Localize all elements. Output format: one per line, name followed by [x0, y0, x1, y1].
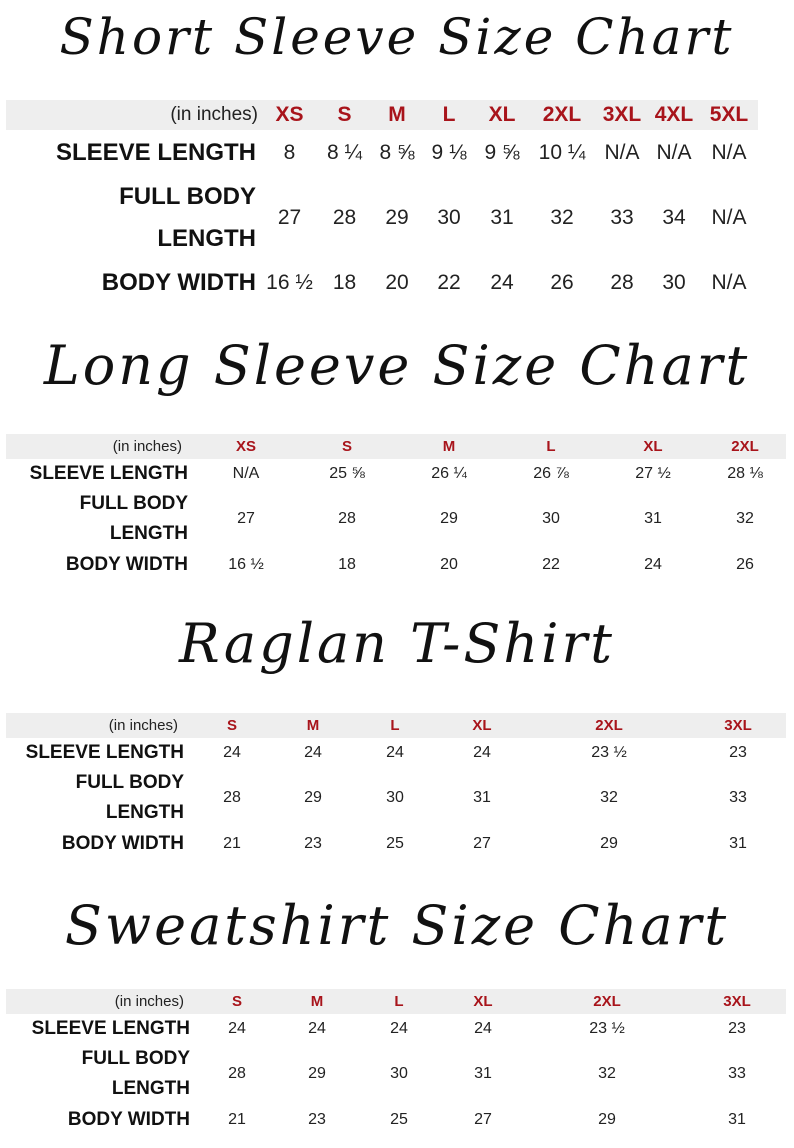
value-cell: 23 [728, 1019, 746, 1037]
value-cell: 31 [729, 834, 747, 852]
full-body-length-row [6, 488, 786, 550]
value-cell: 16 ½ [266, 271, 313, 294]
row-label [6, 176, 262, 260]
size-header: L [422, 100, 476, 130]
value-cell: 24 [304, 743, 322, 761]
value-cell: 20 [385, 271, 409, 294]
row-label [6, 488, 196, 550]
value-cell: 21 [223, 834, 241, 852]
value-cell: 30 [662, 271, 686, 294]
value-cell: 28 [332, 206, 357, 229]
full-body-length-row [6, 1043, 786, 1105]
value-cell: 27 [474, 1110, 492, 1128]
size-header: 3XL [688, 989, 786, 1014]
value-cell: 28 [228, 1065, 246, 1082]
value-cell: 24 [474, 1019, 492, 1037]
row-label-line: LENGTH [105, 802, 184, 823]
value-cell: 8 ¼ [326, 141, 363, 164]
value-cell: 24 [386, 743, 404, 761]
value-cell: 18 [338, 555, 356, 573]
value-cell: 24 [644, 555, 662, 573]
sleeve-length-row [6, 130, 758, 176]
value-cell: N/A [232, 464, 260, 482]
row-label-line: LENGTH [109, 523, 188, 544]
row-label: BODY WIDTH [101, 269, 256, 296]
sweatshirt-title: Sweatshirt Size Chart [64, 894, 730, 957]
value-cell: 33 [728, 1065, 746, 1082]
value-cell: 28 ⅛ [727, 464, 763, 482]
sleeve-length-row [6, 459, 786, 488]
size-header: XL [440, 989, 526, 1014]
value-cell: N/A [711, 271, 747, 294]
size-header: M [276, 989, 358, 1014]
size-header: M [398, 434, 500, 459]
value-cell: 23 ½ [591, 743, 627, 761]
row-label: SLEEVE LENGTH [31, 1017, 190, 1039]
value-cell: 29 [440, 510, 458, 527]
size-header: M [272, 713, 354, 738]
size-header: S [296, 434, 398, 459]
value-cell: 28 [223, 789, 241, 806]
value-cell: 24 [390, 1019, 408, 1037]
value-cell: 24 [223, 743, 241, 761]
value-cell: 31 [728, 1110, 746, 1128]
size-header: 2XL [526, 989, 688, 1014]
body-width-row [6, 1105, 786, 1134]
value-cell: 29 [385, 206, 409, 229]
row-label-line: LENGTH [111, 1078, 190, 1099]
value-cell: 9 ⅝ [484, 141, 520, 164]
value-cell: 31 [490, 206, 514, 229]
value-cell: 18 [332, 271, 357, 294]
value-cell: 24 [473, 743, 491, 761]
size-header-row [6, 434, 786, 459]
value-cell: 32 [600, 789, 618, 806]
value-cell: 32 [736, 510, 754, 527]
row-label: SLEEVE LENGTH [55, 139, 256, 166]
value-cell: 29 [308, 1065, 326, 1082]
value-cell: 29 [304, 789, 322, 806]
sweatshirt-size-table [6, 989, 786, 1134]
row-label [6, 767, 192, 829]
size-header: XS [196, 434, 296, 459]
units-label: (in inches) [6, 989, 198, 1014]
value-cell: 31 [473, 789, 491, 806]
value-cell: 33 [729, 789, 747, 806]
value-cell: 21 [228, 1110, 246, 1128]
value-cell: 27 [277, 206, 302, 229]
row-label-line: FULL BODY [81, 1048, 190, 1069]
value-cell: N/A [656, 141, 692, 164]
body-width-row [6, 829, 786, 858]
raglan-tshirt-size-table [6, 713, 786, 858]
row-label: BODY WIDTH [67, 1108, 190, 1130]
value-cell: 22 [542, 555, 560, 573]
value-cell: 27 ½ [635, 464, 671, 482]
value-cell: 26 [736, 555, 754, 573]
size-header: 4XL [648, 100, 700, 130]
value-cell: 23 ½ [589, 1019, 625, 1037]
size-header: 2XL [528, 100, 596, 130]
value-cell: N/A [604, 141, 640, 164]
size-header: XL [476, 100, 528, 130]
value-cell: 24 [490, 271, 514, 294]
units-label: (in inches) [6, 100, 262, 130]
value-cell: 10 ¼ [538, 141, 586, 164]
row-label [6, 1043, 198, 1105]
long-sleeve-size-table [6, 434, 786, 579]
value-cell: 9 ⅛ [431, 141, 467, 164]
size-header-row [6, 100, 758, 130]
value-cell: 8 ⅝ [379, 141, 415, 164]
row-label-line: FULL BODY [119, 183, 256, 210]
value-cell: 24 [308, 1019, 326, 1037]
size-header: L [354, 713, 436, 738]
value-cell: 8 [283, 141, 296, 164]
size-header: L [500, 434, 602, 459]
size-header: M [372, 100, 422, 130]
sleeve-length-row [6, 1014, 786, 1043]
value-cell: 27 [237, 510, 255, 527]
size-header: L [358, 989, 440, 1014]
size-header: S [192, 713, 272, 738]
value-cell: 22 [437, 271, 461, 294]
body-width-row [6, 550, 786, 579]
value-cell: 34 [662, 206, 686, 229]
size-header: XL [436, 713, 528, 738]
sleeve-length-row [6, 738, 786, 767]
full-body-length-row [6, 767, 786, 829]
value-cell: 23 [304, 834, 322, 852]
value-cell: 26 [550, 271, 574, 294]
value-cell: 27 [473, 834, 491, 852]
size-header: 2XL [704, 434, 786, 459]
short-sleeve-title: Short Sleeve Size Chart [59, 8, 735, 66]
value-cell: 32 [598, 1065, 616, 1082]
short-sleeve-size-table [6, 100, 758, 306]
value-cell: 33 [610, 206, 634, 229]
row-label-line: FULL BODY [75, 772, 184, 793]
value-cell: 30 [386, 789, 404, 806]
value-cell: 24 [228, 1019, 246, 1037]
body-width-row [6, 260, 758, 306]
long-sleeve-title: Long Sleeve Size Chart [43, 334, 751, 397]
size-header: 5XL [700, 100, 758, 130]
size-header: S [198, 989, 276, 1014]
row-label: BODY WIDTH [61, 832, 184, 854]
size-header: 3XL [596, 100, 648, 130]
row-label: SLEEVE LENGTH [29, 462, 188, 484]
value-cell: 31 [644, 510, 662, 527]
size-header-row [6, 989, 786, 1014]
value-cell: 23 [308, 1110, 326, 1128]
size-header: 3XL [690, 713, 786, 738]
raglan-tshirt-title: Raglan T-Shirt [179, 612, 615, 675]
full-body-length-row [6, 176, 758, 260]
units-label: (in inches) [6, 713, 192, 738]
row-label: BODY WIDTH [65, 553, 188, 575]
value-cell: 30 [542, 510, 560, 527]
value-cell: 30 [437, 206, 461, 229]
value-cell: 31 [474, 1065, 492, 1082]
value-cell: 25 [386, 834, 404, 852]
value-cell: 26 ¼ [431, 464, 467, 482]
size-header: S [317, 100, 372, 130]
size-header: 2XL [528, 713, 690, 738]
value-cell: 30 [390, 1065, 408, 1082]
value-cell: 16 ½ [228, 555, 264, 573]
units-label: (in inches) [6, 434, 196, 459]
value-cell: 29 [600, 834, 618, 852]
value-cell: 32 [550, 206, 574, 229]
size-header: XS [262, 100, 317, 130]
size-header: XL [602, 434, 704, 459]
value-cell: N/A [711, 141, 747, 164]
value-cell: 28 [610, 271, 634, 294]
value-cell: 25 [390, 1110, 408, 1128]
size-header-row [6, 713, 786, 738]
value-cell: N/A [711, 206, 747, 229]
row-label-line: FULL BODY [79, 493, 188, 514]
value-cell: 26 ⅞ [533, 464, 569, 482]
row-label-line: LENGTH [157, 225, 256, 252]
value-cell: 29 [598, 1110, 616, 1128]
value-cell: 28 [338, 510, 356, 527]
value-cell: 25 ⅝ [329, 464, 365, 482]
value-cell: 20 [440, 555, 458, 573]
row-label: SLEEVE LENGTH [25, 741, 184, 763]
value-cell: 23 [729, 743, 747, 761]
